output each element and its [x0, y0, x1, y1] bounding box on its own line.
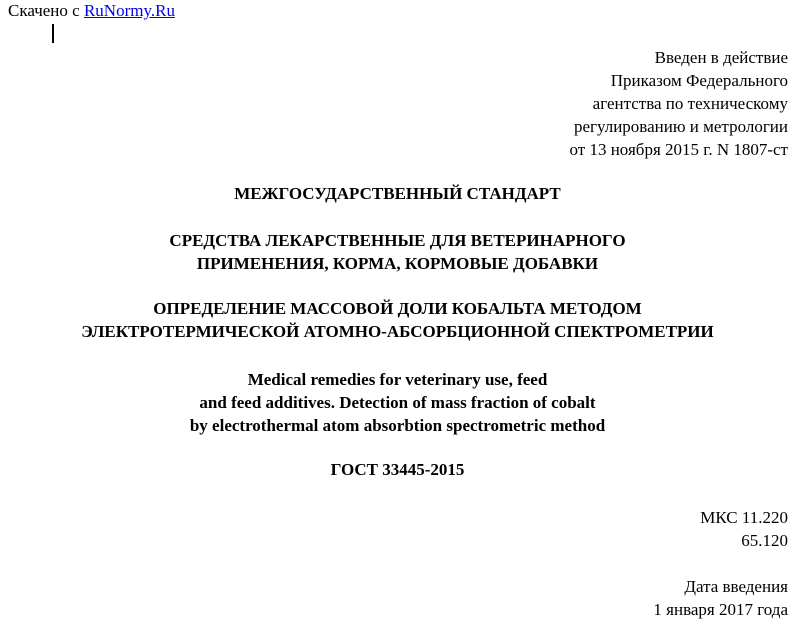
introduction-line: Приказом Федерального	[610, 71, 788, 90]
introduction-line: от 13 ноября 2015 г. N 1807-ст	[569, 140, 788, 159]
title-en-line: Medical remedies for veterinary use, feed	[247, 370, 548, 389]
title-ru-line: ПРИМЕНЕНИЯ, КОРМА, КОРМОВЫЕ ДОБАВКИ	[196, 254, 599, 273]
title-ru-line: ОПРЕДЕЛЕНИЕ МАССОВОЙ ДОЛИ КОБАЛЬТА МЕТОДОМ	[153, 299, 642, 318]
title-ru-part1	[0, 229, 790, 275]
title-ru-line: ЭЛЕКТРОТЕРМИЧЕСКОЙ АТОМНО-АБСОРБЦИОННОЙ СПЕКТРОМЕТРИИ	[81, 322, 714, 341]
effective-date-line: 1 января 2017 года	[653, 600, 788, 619]
runormy-link[interactable]: RuNormy.Ru	[83, 1, 175, 20]
title-en-line: by electrothermal atom absorbtion spectrometric method	[189, 416, 606, 435]
title-en-line: and feed additives. Detection of mass fraction of cobalt	[199, 393, 596, 412]
source-prefix: Скачено с	[8, 1, 84, 20]
introduction-line: регулированию и метрологии	[573, 117, 788, 136]
title-en	[0, 368, 790, 437]
standard-type-heading	[0, 182, 790, 205]
gost-number-text: ГОСТ 33445-2015	[330, 460, 465, 479]
mks-line: 65.120	[741, 531, 788, 550]
standard-type-text: МЕЖГОСУДАРСТВЕННЫЙ СТАНДАРТ	[234, 184, 561, 203]
introduction-line: агентства по техническому	[592, 94, 788, 113]
source-line	[8, 0, 175, 22]
introduction-line: Введен в действие	[654, 48, 788, 67]
mks-block	[700, 506, 788, 552]
effective-date-block	[653, 575, 788, 621]
effective-date-line: Дата введения	[684, 577, 788, 596]
introduction-block	[570, 46, 789, 161]
mks-line: МКС 11.220	[700, 508, 788, 527]
title-ru-part2	[0, 297, 790, 343]
title-ru-line: СРЕДСТВА ЛЕКАРСТВЕННЫЕ ДЛЯ ВЕТЕРИНАРНОГО	[169, 231, 626, 250]
gost-number	[0, 458, 790, 481]
text-cursor	[52, 24, 54, 43]
